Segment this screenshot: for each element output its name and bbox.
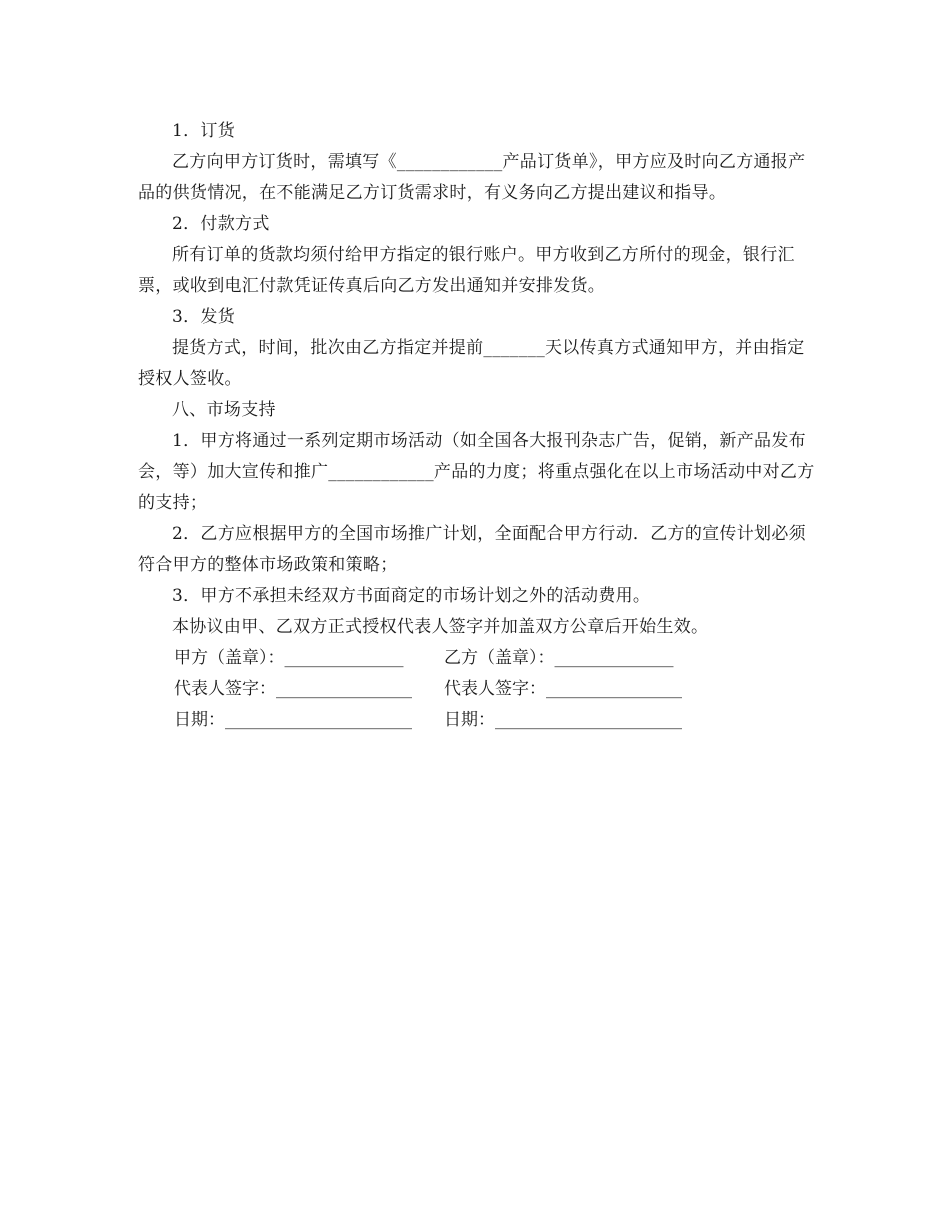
party-b-seal-field: 乙方（盖章）：______________ [444, 648, 674, 668]
ordering-paragraph: 乙方向甲方订货时，需填写《____________产品订货单》，甲方应及时向乙方通报产品的供货情况，在不能满足乙方订货需求时，有义务向乙方提出建议和指导。 [138, 152, 806, 203]
party-a-representative-field: 代表人签字：________________ [174, 679, 412, 699]
chapter-heading-market-support: 八、市场支持 [172, 400, 276, 420]
signature-row-representative [138, 674, 818, 705]
market-support-item-1: 1．甲方将通过一系列定期市场活动（如全国各大报刊杂志广告，促销，新产品发布会，等）加大宣传和推广____________产品的力度；将重点强化在以上市场活动中对乙方的支持； [138, 431, 815, 513]
party-b-representative-field: 代表人签字：________________ [444, 679, 682, 699]
signature-row-date [138, 705, 818, 736]
document-body [138, 116, 818, 736]
payment-paragraph: 所有订单的货款均须付给甲方指定的银行账户。甲方收到乙方所付的现金，银行汇票，或收到电汇付款凭证传真后向乙方发出通知并安排发货。 [138, 245, 795, 296]
signature-block [138, 643, 818, 736]
market-support-item-2: 2．乙方应根据甲方的全国市场推广计划，全面配合甲方行动．乙方的宣传计划必须符合甲方的整体市场政策和策略； [138, 524, 806, 575]
section-heading-ordering: 1．订货 [172, 121, 236, 141]
market-support-item-3: 3．甲方不承担未经双方书面商定的市场计划之外的活动费用。 [172, 586, 651, 606]
effective-clause: 本协议由甲、乙双方正式授权代表人签字并加盖双方公章后开始生效。 [172, 617, 709, 637]
delivery-paragraph: 提货方式，时间，批次由乙方指定并提前_______天以传真方式通知甲方，并由指定授权人签收。 [138, 338, 805, 389]
party-a-date-field: 日期：______________________ [174, 710, 412, 730]
signature-row-seal [138, 643, 818, 674]
party-a-seal-field: 甲方（盖章）：______________ [174, 648, 404, 668]
section-heading-delivery: 3．发货 [172, 307, 236, 327]
party-b-date-field: 日期：______________________ [444, 710, 682, 730]
section-heading-payment: 2．付款方式 [172, 214, 270, 234]
